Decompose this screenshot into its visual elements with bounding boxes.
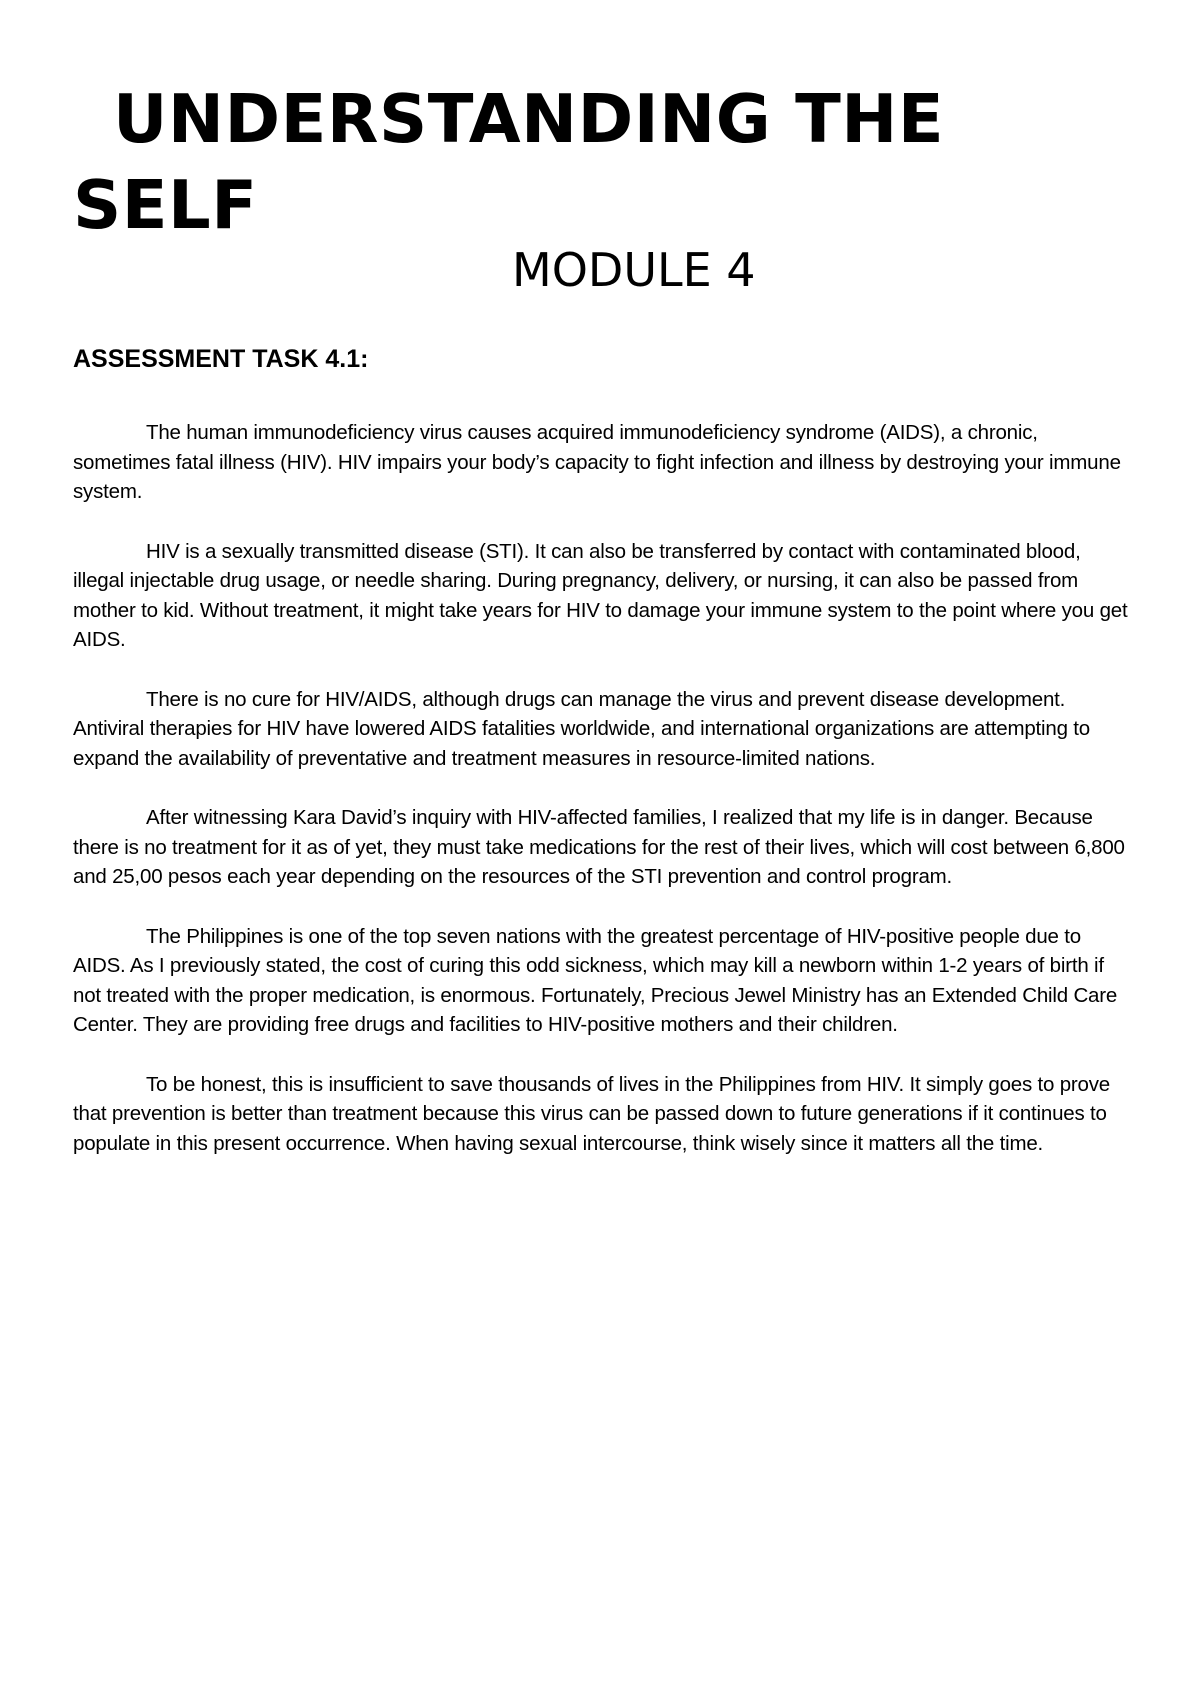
document-title: UNDERSTANDING THE SELF bbox=[73, 80, 945, 244]
paragraph-1: The human immunodeficiency virus causes acquired immunodeficiency syndrome (AIDS), a chronic, sometimes fatal illness (HIV). HIV impairs your body’s capacity to fight infection and illness by destroying your immune system. bbox=[73, 421, 1121, 503]
paragraph-4: After witnessing Kara David’s inquiry with HIV-affected families, I realized that my life is in danger. Because there is no treatment for it as of yet, they must take medications for the rest of their lives, which will cost between 6,800 and 25,00 pesos each year depending on the resources of the STI prevention and control program. bbox=[73, 806, 1125, 888]
module-label: MODULE 4 bbox=[512, 243, 756, 297]
paragraph-5: The Philippines is one of the top seven nations with the greatest percentage of HIV-positive people due to AIDS. As I previously stated, the cost of curing this odd sickness, which may kill a newborn within 1-2 years of birth if not treated with the proper medication, is enormous. Fortunately, Precious Jewel Ministry has an Extended Child Care Center. They are providing free drugs and facilities to HIV-positive mothers and their children. bbox=[73, 924, 1118, 1036]
paragraph-6: To be honest, this is insufficient to save thousands of lives in the Philippines from HIV. It simply goes to prove that prevention is better than treatment because this virus can be passed down to future generations if it continues to populate in this present occurrence. When having sexual intercourse, think wisely since it matters all the time. bbox=[73, 1072, 1111, 1155]
essay-body bbox=[73, 418, 1131, 1188]
assessment-task-heading: ASSESSMENT TASK 4.1: bbox=[73, 345, 369, 373]
paragraph-3: There is no cure for HIV/AIDS, although drugs can manage the virus and prevent disease development. Antiviral therapies for HIV have lowered AIDS fatalities worldwide, and international organizations are attempting to expand the availability of preventative and treatment measures in resource-limited nations. bbox=[73, 687, 1090, 770]
paragraph-2: HIV is a sexually transmitted disease (STI). It can also be transferred by contact with contaminated blood, illegal injectable drug usage, or needle sharing. During pregnancy, delivery, or nursing, it can also be passed from mother to kid. Without treatment, it might take years for HIV to damage your immune system to the point where you get AIDS. bbox=[73, 539, 1128, 651]
